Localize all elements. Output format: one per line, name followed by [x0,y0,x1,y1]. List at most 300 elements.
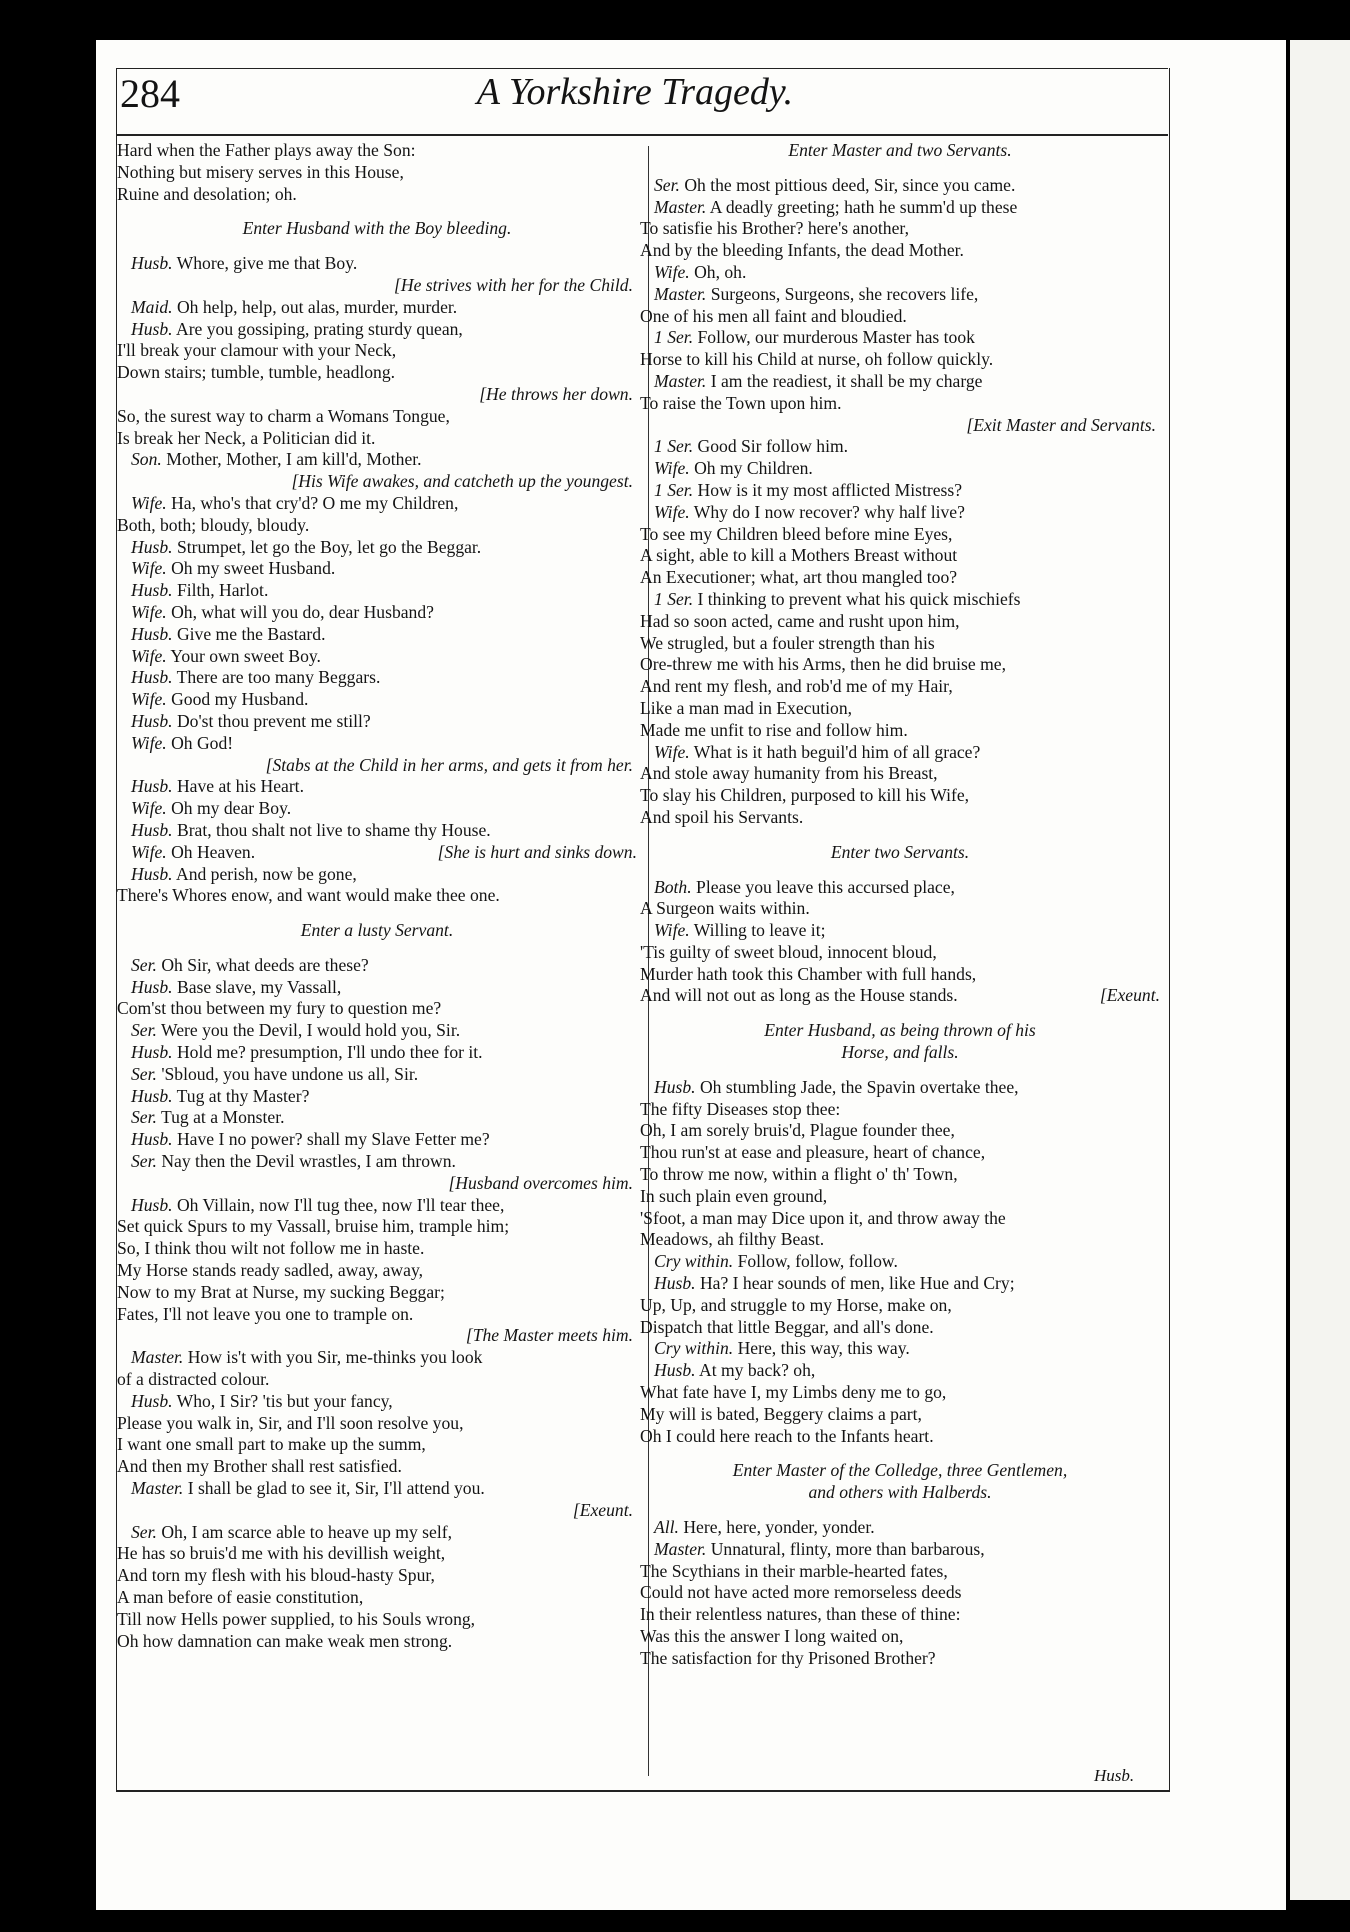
speaker-name: Wife. [131,492,167,513]
verse-line [117,515,637,537]
verse-line [117,1216,637,1238]
speech-text: Fates, I'll not leave you one to trample on. [117,1303,414,1324]
verse-line [640,633,1160,655]
speaker-name: Husb. [131,623,173,644]
dialogue-line [117,1478,637,1500]
speaker-name: Husb. [654,1273,696,1294]
speaker-name: Husb. [654,1076,696,1097]
speech-text: Thou run'st at ease and pleasure, heart of chance, [640,1142,986,1163]
speech-text: Filth, Harlot. [176,580,269,601]
speech-text: Mother, Mother, I am kill'd, Mother. [166,449,422,470]
verse-line [640,567,1160,589]
dialogue-line [640,742,1160,764]
speech-text: Now to my Brat at Nurse, my sucking Beggar; [117,1281,445,1302]
dialogue-line [117,1086,637,1108]
speech-text: An Executioner; what, art thou mangled too? [640,567,958,588]
speech-text: Dispatch that little Beggar, and all's done. [640,1316,934,1337]
speech-text: Ruine and desolation; oh. [117,183,297,204]
stage-heading: Enter Master of the Colledge, three Gentlemen, [732,1460,1068,1481]
speech-text: Strumpet, let go the Boy, let go the Beggar. [176,536,482,557]
speaker-name: Husb. [131,318,173,339]
speech-text: Have I no power? shall my Slave Fetter me? [176,1129,490,1150]
dialogue-line [117,624,637,646]
verse-line [117,1304,637,1326]
stage-heading: Enter Husband with the Boy bleeding. [242,218,512,239]
speech-text: 'Tis guilty of sweet bloud, innocent bloud, [640,941,937,962]
verse-line [640,1295,1160,1317]
speech-text: One of his men all faint and bloudied. [640,305,907,326]
speaker-name: Both. [654,876,692,897]
dialogue-line [640,327,1160,349]
speaker-name: Wife. [131,841,167,862]
speaker-name: Wife. [654,261,690,282]
verse-line [640,240,1160,262]
dialogue-line [117,864,637,886]
dialogue-line [117,1151,637,1173]
speech-text: And torn my flesh with his bloud-hasty Spur, [117,1565,435,1586]
verse-line [117,184,637,206]
speaker-name: Wife. [654,741,690,762]
speech-text: And rent my flesh, and rob'd me of my Hair, [640,676,953,697]
speech-text: Tug at thy Master? [176,1085,310,1106]
dialogue-line [117,1064,637,1086]
speaker-name: Ser. [131,1107,157,1128]
left-column [117,140,637,1652]
line-gap [640,1064,1160,1077]
dialogue-line [640,1273,1160,1295]
verse-line [117,1565,637,1587]
speaker-name: 1 Ser. [654,436,694,457]
speaker-name: Husb. [131,667,173,688]
verse-line [117,1543,637,1565]
speech-text: Please you leave this accursed place, [696,876,955,897]
speech-text: To throw me now, within a flight o' th' Town, [640,1164,958,1185]
speech-text: And perish, now be gone, [175,863,357,884]
verse-line [640,1582,1160,1604]
speech-text: Oh my Children. [694,458,813,479]
speech-text: Oh, oh. [694,261,747,282]
verse-line [640,1382,1160,1404]
speech-text: A Surgeon waits within. [640,898,810,919]
speech-text: I shall be glad to see it, Sir, I'll attend you. [187,1478,485,1499]
speaker-name: Ser. [131,1151,157,1172]
speech-text: Have at his Heart. [176,776,304,797]
speaker-name: Wife. [654,501,690,522]
verse-line [640,807,1160,829]
dialogue-line [117,558,637,580]
speech-text: My Horse stands ready sadled, away, away, [117,1260,423,1281]
verse-line [640,964,1160,986]
dialogue-line [117,319,637,341]
speech-text: Could not have acted more remorseless deeds [640,1582,962,1603]
dialogue-line [117,297,637,319]
speech-text: Like a man mad in Execution, [640,697,853,718]
speech-text: He has so bruis'd me with his devillish weight, [117,1543,446,1564]
dialogue-line [640,1338,1160,1360]
line-gap [640,829,1160,842]
speech-text: The satisfaction for thy Prisoned Brother? [640,1647,936,1668]
speech-text: Ha, who's that cry'd? O me my Children, [171,492,459,513]
speech-text: Horse to kill his Child at nurse, oh follow quickly. [640,349,994,370]
dialogue-line [640,1360,1160,1382]
speech-text: of a distracted colour. [117,1369,270,1390]
dialogue-line [640,371,1160,393]
speaker-name: Husb. [654,1360,696,1381]
verse-line [117,1456,637,1478]
dialogue-line [640,877,1160,899]
verse-line [640,545,1160,567]
speaker-name: Ser. [654,174,680,195]
speech-text: To satisfie his Brother? here's another, [640,218,909,239]
stage-heading: Enter Master and two Servants. [788,140,1012,160]
speech-text: Oh, what will you do, dear Husband? [171,601,434,622]
speech-text: I thinking to prevent what his quick mischiefs [697,588,1021,609]
speaker-name: Wife. [131,798,167,819]
speaker-name: Wife. [131,732,167,753]
speaker-name: Master. [654,1538,707,1559]
line-gap [117,240,637,253]
stage-direction: [He throws her down. [479,383,633,404]
verse-line [640,1404,1160,1426]
speech-text: In such plain even ground, [640,1185,828,1206]
speech-text: To slay his Children, purposed to kill his Wife, [640,785,970,806]
dialogue-line [117,955,637,977]
dialogue-line [117,1107,637,1129]
speech-text: Oh, I am scarce able to heave up my self, [161,1521,452,1542]
verse-line [640,785,1160,807]
verse-line [640,349,1160,371]
stage-direction: [Exit Master and Servants. [966,414,1156,435]
speech-text: Whore, give me that Boy. [176,253,358,274]
speaker-name: 1 Ser. [654,588,694,609]
line-gap [117,942,637,955]
speech-text: The Scythians in their marble-hearted fates, [640,1560,948,1581]
verse-line [117,998,637,1020]
line-gap [640,1447,1160,1460]
verse-line [640,676,1160,698]
stage-direction: [Husband overcomes him. [448,1172,633,1193]
speech-text: Both, both; bloudy, bloudy. [117,514,310,535]
speech-text: Ore-threw me with his Arms, then he did bruise me, [640,654,1006,675]
speech-text: And will not out as long as the House stands. [640,985,958,1006]
dialogue-line [117,1391,637,1413]
speech-text: And spoil his Servants. [640,806,804,827]
speaker-name: Husb. [131,710,173,731]
right-column [640,140,1160,1670]
dialogue-line [640,1517,1160,1539]
verse-line [117,1238,637,1260]
verse-line [117,1413,637,1435]
dialogue-line [117,1195,637,1217]
running-title: A Yorkshire Tragedy. [476,71,794,113]
speech-text: Oh help, help, out alas, murder, murder. [176,296,458,317]
speaker-name: Husb. [131,253,173,274]
dialogue-line [640,1539,1160,1561]
speaker-name: Wife. [654,920,690,941]
speaker-name: Ser. [131,1020,157,1041]
speech-text: Made me unfit to rise and follow him. [640,719,908,740]
verse-line [640,942,1160,964]
speech-text: Murder hath took this Chamber with full hands, [640,963,977,984]
speech-text: Nothing but misery serves in this House, [117,161,404,182]
dialogue-line [117,820,637,842]
stage-heading: and others with Halberds. [808,1482,992,1503]
verse-line [640,524,1160,546]
speaker-name: Husb. [131,536,173,557]
verse-line [117,140,637,162]
speaker-name: Master. [131,1478,184,1499]
speaker-name: Husb. [131,1390,173,1411]
dialogue-line [640,197,1160,219]
speaker-name: Husb. [131,976,173,997]
speech-text: Set quick Spurs to my Vassall, bruise him, trample him; [117,1216,510,1237]
speaker-name: Wife. [654,458,690,479]
speaker-name: Husb. [131,1042,173,1063]
speech-text: 'Sbloud, you have undone us all, Sir. [161,1063,419,1084]
speech-text: Please you walk in, Sir, and I'll soon resolve you, [117,1412,464,1433]
verse-line [117,1282,637,1304]
speaker-name: Husb. [131,1194,173,1215]
stage-heading: Enter Husband, as being thrown of his [764,1020,1036,1041]
speech-text: In their relentless natures, than these of thine: [640,1604,961,1625]
dialogue-line [117,689,637,711]
speech-text: I want one small part to make up the summ, [117,1434,426,1455]
dialogue-line [117,667,637,689]
stage-direction: [Exeunt. [572,1499,633,1520]
speech-text: And by the bleeding Infants, the dead Mother. [640,240,964,261]
verse-line [640,1626,1160,1648]
dialogue-line [117,798,637,820]
verse-line [640,611,1160,633]
verse-line [117,1260,637,1282]
speech-text: Oh I could here reach to the Infants heart. [640,1425,934,1446]
dialogue-line [117,253,637,275]
speaker-name: 1 Ser. [654,479,694,500]
speaker-name: Husb. [131,1085,173,1106]
verse-line [640,763,1160,785]
line-gap [640,1007,1160,1020]
speaker-name: Wife. [131,645,167,666]
header-bottom-rule [116,134,1168,136]
dialogue-line [640,480,1160,502]
speaker-name: All. [654,1517,679,1538]
verse-line [117,1631,637,1653]
speech-text: How is't with you Sir, me-thinks you look [187,1347,483,1368]
dialogue-line [117,1129,637,1151]
speech-text: Base slave, my Vassall, [176,976,342,997]
speech-text: What fate have I, my Limbs deny me to go, [640,1382,947,1403]
verse-line [640,1120,1160,1142]
verse-line [640,1229,1160,1251]
dialogue-line [117,449,637,471]
speech-text: The fifty Diseases stop thee: [640,1098,841,1119]
facing-page-edge [1290,40,1350,1900]
speaker-name: Cry within. [654,1338,734,1359]
speech-text: To raise the Town upon him. [640,392,842,413]
speech-text: Follow, follow, follow. [737,1251,898,1272]
dialogue-line [640,1251,1160,1273]
speech-text: Oh Villain, now I'll tug thee, now I'll tear thee, [176,1194,505,1215]
verse-line [640,1648,1160,1670]
dialogue-line [640,920,1160,942]
verse-line [117,406,637,428]
speech-text: Up, Up, and struggle to my Horse, make on, [640,1294,952,1315]
speech-text: Oh my dear Boy. [171,798,292,819]
verse-line [640,1561,1160,1583]
verse-line [640,1317,1160,1339]
speaker-name: Husb. [131,819,173,840]
speech-text: At my back? oh, [698,1360,816,1381]
speech-text: Who, I Sir? 'tis but your fancy, [176,1390,393,1411]
dialogue-line [117,1347,637,1369]
verse-line [640,985,1160,1007]
stage-heading: Enter two Servants. [830,841,970,862]
speaker-name: Husb. [131,863,173,884]
speech-text: Is break her Neck, a Politician did it. [117,427,376,448]
speech-text: 'Sfoot, a man may Dice upon it, and throw away the [640,1207,1006,1228]
speech-text: Here, here, yonder, yonder. [683,1517,875,1538]
speaker-name: Husb. [131,1129,173,1150]
line-gap [640,1504,1160,1517]
speech-text: We strugled, but a fouler strength than his [640,632,935,653]
speaker-name: Husb. [131,776,173,797]
speech-text: So, I think thou wilt not follow me in haste. [117,1238,425,1259]
verse-line [640,898,1160,920]
stage-direction: [He strives with her for the Child. [394,274,633,295]
verse-line [117,340,637,362]
dialogue-line [117,1522,637,1544]
page-number: 284 [120,71,180,116]
verse-line [640,393,1160,415]
speech-text: Why do I now recover? why half live? [693,501,965,522]
verse-line [117,428,637,450]
dialogue-line [117,776,637,798]
speech-text: Tug at a Monster. [161,1107,285,1128]
verse-line [640,1208,1160,1230]
stage-heading: Enter a lusty Servant. [300,920,454,941]
verse-line [640,1099,1160,1121]
speech-text: Oh how damnation can make weak men strong. [117,1630,453,1651]
dialogue-line [117,580,637,602]
dialogue-line [640,175,1160,197]
dialogue-line [640,262,1160,284]
speech-text: Good Sir follow him. [697,436,849,457]
speaker-name: Ser. [131,954,157,975]
speech-text: Hard when the Father plays away the Son: [117,140,416,160]
speech-text: I'll break your clamour with your Neck, [117,340,397,361]
dialogue-line [117,602,637,624]
dialogue-line [117,646,637,668]
verse-line [640,218,1160,240]
speech-text: A deadly greeting; hath he summ'd up these [709,196,1018,217]
dialogue-line [117,842,637,864]
speaker-name: Husb. [131,580,173,601]
verse-line [640,720,1160,742]
inline-stage-direction: [She is hurt and sinks down. [437,841,637,862]
speech-text: Oh, I am sorely bruis'd, Plague founder thee, [640,1120,955,1141]
speaker-name: Son. [131,449,162,470]
verse-line [640,698,1160,720]
dialogue-line [640,502,1160,524]
header-top-rule [116,68,1168,69]
speech-text: Oh stumbling Jade, the Spavin overtake thee, [699,1076,1019,1097]
speech-text: Good my Husband. [171,689,309,710]
stage-direction: [The Master meets him. [465,1325,633,1346]
verse-line [640,654,1160,676]
verse-line [640,1164,1160,1186]
dialogue-line [117,537,637,559]
speech-text: Hold me? presumption, I'll undo thee for it. [176,1042,483,1063]
dialogue-line [117,733,637,755]
speaker-name: Wife. [131,601,167,622]
verse-line [117,1369,637,1391]
dialogue-line [640,436,1160,458]
dialogue-line [640,284,1160,306]
speech-text: Oh the most pittious deed, Sir, since you came. [684,174,1016,195]
speech-text: And then my Brother shall rest satisfied. [117,1456,402,1477]
speech-text: So, the surest way to charm a Womans Tongue, [117,405,450,426]
speech-text: Had so soon acted, came and rusht upon him, [640,610,960,631]
line-gap [117,907,637,920]
verse-line [117,885,637,907]
speech-text: How is it my most afflicted Mistress? [697,479,963,500]
speech-text: Was this the answer I long waited on, [640,1626,904,1646]
speech-text: Till now Hells power supplied, to his Souls wrong, [117,1608,476,1629]
speech-text: Oh God! [171,732,234,753]
verse-line [640,1426,1160,1448]
speech-text: There's Whores enow, and want would make thee one. [117,885,500,906]
speaker-name: Master. [654,283,707,304]
dialogue-line [640,1077,1160,1099]
speech-text: And stole away humanity from his Breast, [640,763,938,784]
speech-text: Brat, thou shalt not live to shame thy House. [176,819,491,840]
speaker-name: Ser. [131,1063,157,1084]
stage-heading: Horse, and falls. [841,1042,959,1063]
speech-text: Follow, our murderous Master has took [697,327,975,348]
speech-text: Here, this way, this way. [737,1338,910,1359]
speaker-name: Ser. [131,1521,157,1542]
speech-text: Unnatural, flinty, more than barbarous, [710,1538,985,1559]
speech-text: Meadows, ah filthy Beast. [640,1229,825,1250]
verse-line [640,1186,1160,1208]
speaker-name: Wife. [131,558,167,579]
speech-text: Down stairs; tumble, tumble, headlong. [117,362,396,383]
speech-text: Are you gossiping, prating sturdy quean, [175,318,463,339]
speech-text: A man before of easie constitution, [117,1587,364,1607]
verse-line [117,362,637,384]
verse-line [640,306,1160,328]
verse-line [117,162,637,184]
speech-text: Willing to leave it; [693,920,826,941]
speech-text: Oh Sir, what deeds are these? [161,954,369,975]
verse-line [640,1142,1160,1164]
dialogue-line [117,1042,637,1064]
speech-text: There are too many Beggars. [176,667,381,688]
dialogue-line [117,711,637,733]
catchword: Husb. [1094,1766,1135,1785]
speech-text: To see my Children bleed before mine Eyes, [640,523,953,544]
verse-line [640,1604,1160,1626]
speaker-name: Wife. [131,689,167,710]
speech-text: A sight, able to kill a Mothers Breast without [640,545,958,566]
speech-text: Nay then the Devil wrastles, I am thrown. [161,1151,456,1172]
speech-text: Do'st thou prevent me still? [176,710,371,731]
speech-text: I am the readiest, it shall be my charge [710,370,983,391]
speech-text: Com'st thou between my fury to question me? [117,998,442,1019]
speech-text: Your own sweet Boy. [170,645,321,666]
dialogue-line [117,493,637,515]
speech-text: Oh Heaven. [171,841,256,862]
